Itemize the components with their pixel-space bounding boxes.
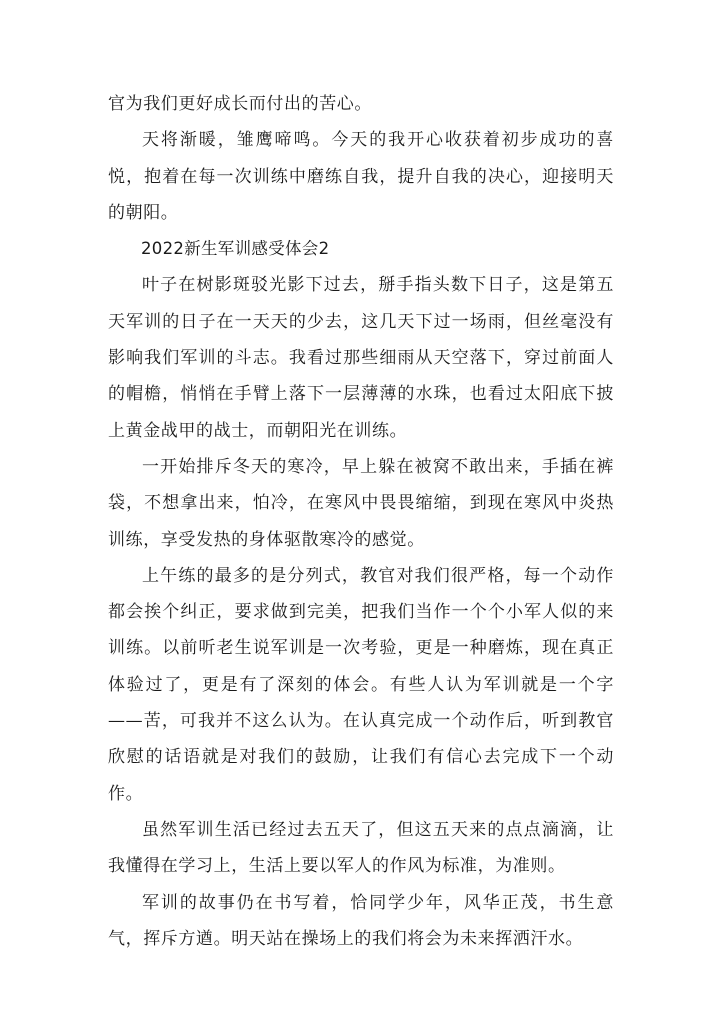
paragraph: 军训的故事仍在书写着，恰同学少年，风华正茂，书生意气，挥斥方遒。明天站在操场上的我们将会为未来挥洒汗水。 [108,892,614,949]
document-body [108,86,614,957]
paragraph: 天将渐暖，雏鹰啼鸣。今天的我开心收获着初步成功的喜悦，抱着在每一次训练中磨练自我，提升自我的决心，迎接明天的朝阳。 [108,130,614,223]
paragraph: 上午练的最多的是分列式，教官对我们很严格，每一个动作都会挨个纠正，要求做到完美，把我们当作一个个小军人似的来训练。以前听老生说军训是一次考验，更是一种磨炼，现在真正体验过了，更是有了深刻的体会。有些人认为军训就是一个字——苦，可我并不这么认为。在认真完成一个动作后，听到教官欣慰的话语就是对我们的鼓励，让我们有信心去完成下一个动作。 [108,565,614,804]
paragraph: 叶子在树影斑驳光影下过去，掰手指头数下日子，这是第五天军训的日子在一天天的少去，这几天下过一场雨，但丝毫没有影响我们军训的斗志。我看过那些细雨从天空落下，穿过前面人的帽檐，悄悄在手臂上落下一层薄薄的水珠，也看过太阳底下披上黄金战甲的战士，而朝阳光在训练。 [108,275,614,441]
paragraph: 一开始排斥冬天的寒冷，早上躲在被窝不敢出来，手插在裤袋，不想拿出来，怕冷，在寒风中畏畏缩缩，到现在寒风中炎热训练，享受发热的身体驱散寒冷的感觉。 [108,456,614,550]
paragraph: 虽然军训生活已经过去五天了，但这五天来的点点滴滴，让我懂得在学习上，生活上要以军人的作风为标准，为准则。 [108,819,614,877]
section-heading: 2022新生军训感受体会2 [141,239,330,259]
paragraph-continuation: 官为我们更好成长而付出的苦心。 [108,94,372,114]
